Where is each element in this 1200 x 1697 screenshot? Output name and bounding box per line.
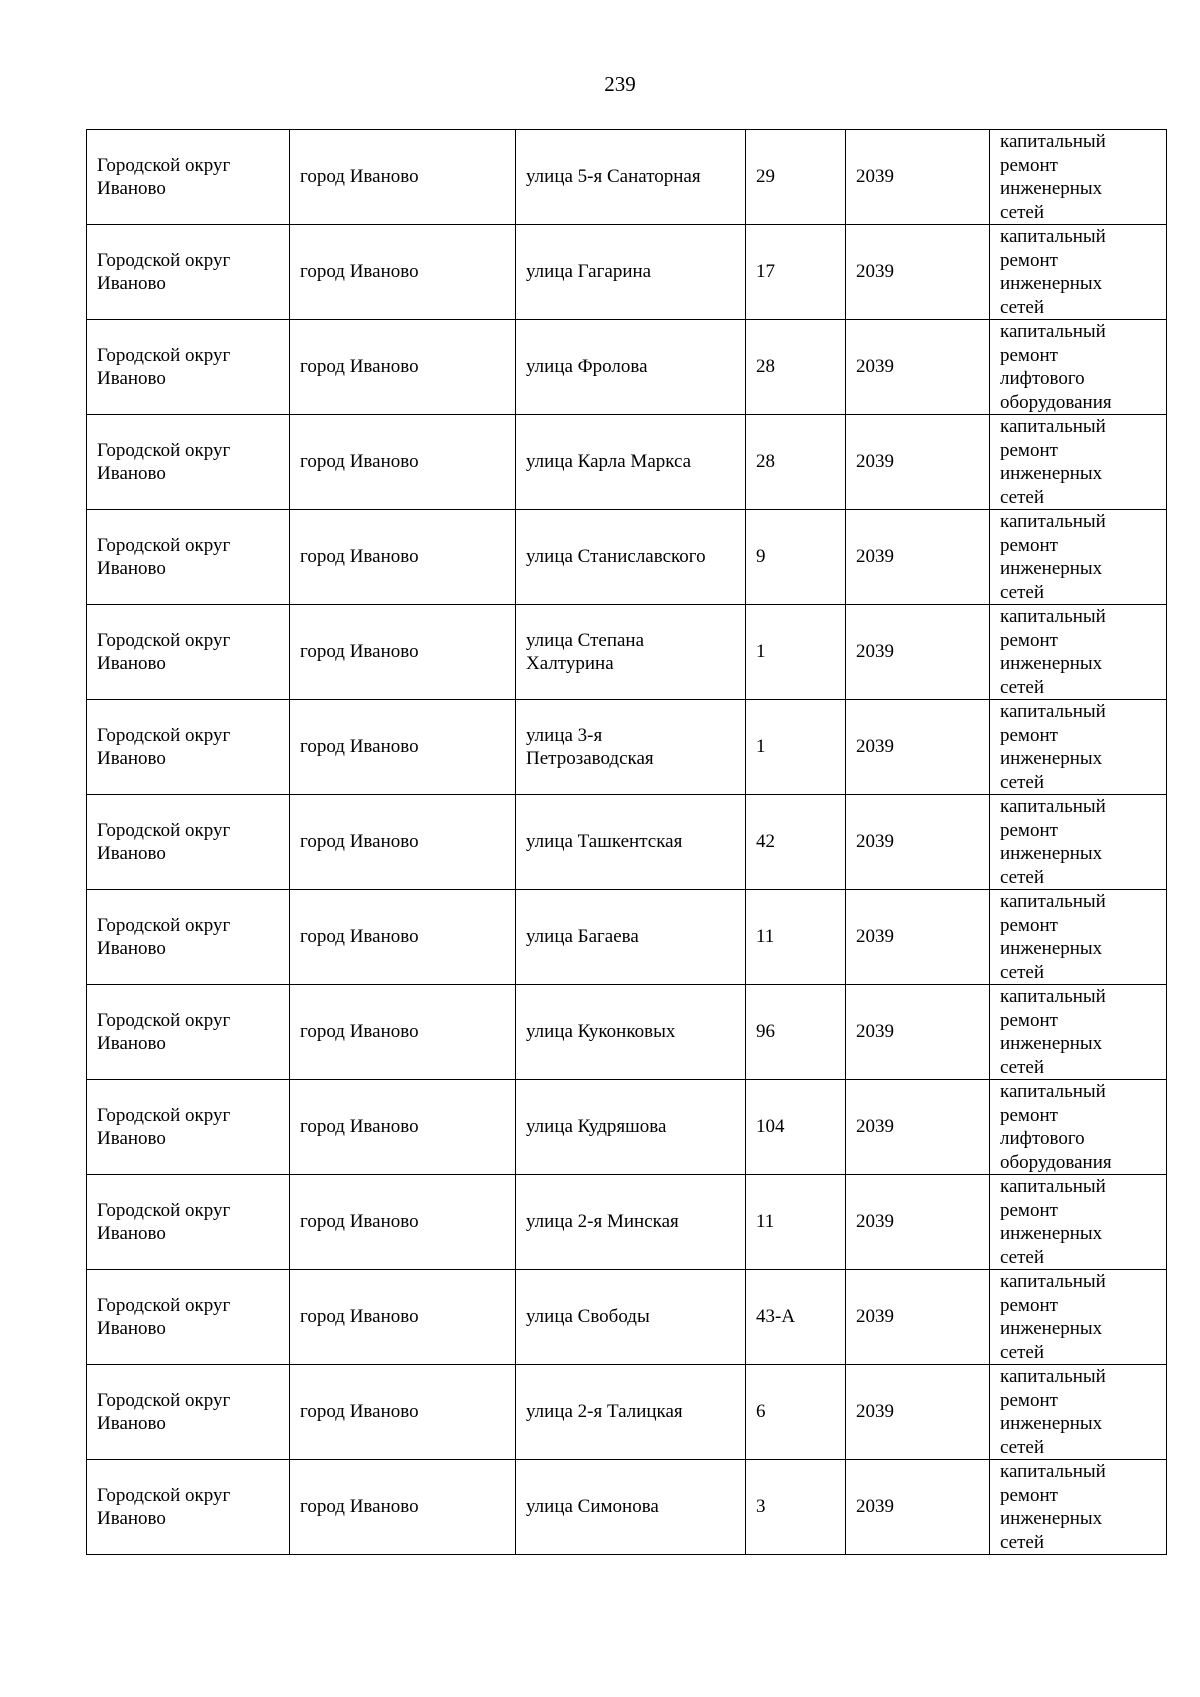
district-cell-line: Городской округ xyxy=(97,344,231,366)
street-cell-line: улица Степана xyxy=(526,629,645,651)
work-type-cell-line: сетей xyxy=(1000,581,1045,603)
work-type-cell-line: инженерных xyxy=(1000,178,1103,199)
table-row xyxy=(87,415,1167,510)
locality-cell xyxy=(290,795,516,890)
district-cell-line: Иваново xyxy=(97,1033,166,1054)
house-number-cell: 9 xyxy=(746,510,846,605)
district-cell xyxy=(87,1460,290,1555)
street-cell-line: улица Ташкентская xyxy=(526,831,683,853)
district-cell-line: Городской округ xyxy=(97,819,231,841)
locality-cell-line: город Иваново xyxy=(300,1306,419,1328)
street-cell-line: улица Станиславского xyxy=(526,546,706,568)
work-type-cell-line: капитальный xyxy=(1000,701,1106,722)
district-cell xyxy=(87,1175,290,1270)
work-type-cell xyxy=(990,1080,1167,1175)
locality-cell-line: город Иваново xyxy=(300,1496,419,1518)
work-type-cell-line: капитальный xyxy=(1000,986,1106,1007)
work-type-cell-line: инженерных xyxy=(1000,748,1103,769)
work-type-cell xyxy=(990,1460,1167,1555)
district-cell-line: Иваново xyxy=(97,653,166,674)
work-type-cell xyxy=(990,415,1167,510)
work-type-cell-line: капитальный xyxy=(1000,891,1106,912)
district-cell xyxy=(87,510,290,605)
work-type-cell-line: ремонт xyxy=(1000,724,1058,746)
district-cell-line: Городской округ xyxy=(97,1294,231,1316)
locality-cell-line: город Иваново xyxy=(300,736,419,758)
repair-schedule-table xyxy=(86,129,1167,1555)
year-cell: 2039 xyxy=(846,1080,990,1175)
work-type-cell xyxy=(990,605,1167,700)
district-cell-line: Городской округ xyxy=(97,439,231,461)
district-cell-line: Иваново xyxy=(97,463,166,484)
district-cell xyxy=(87,605,290,700)
table-row xyxy=(87,890,1167,985)
district-cell xyxy=(87,1270,290,1365)
locality-cell xyxy=(290,130,516,225)
house-number-cell: 3 xyxy=(746,1460,846,1555)
work-type-cell-line: сетей xyxy=(1000,676,1045,698)
locality-cell xyxy=(290,1460,516,1555)
locality-cell-line: город Иваново xyxy=(300,641,419,663)
work-type-cell-line: инженерных xyxy=(1000,558,1103,579)
district-cell-line: Иваново xyxy=(97,1223,166,1244)
work-type-cell xyxy=(990,320,1167,415)
street-cell-line: улица Кудряшова xyxy=(526,1116,667,1138)
locality-cell-line: город Иваново xyxy=(300,451,419,473)
work-type-cell xyxy=(990,890,1167,985)
house-number-cell: 6 xyxy=(746,1365,846,1460)
work-type-cell xyxy=(990,1175,1167,1270)
street-cell-line: улица 2-я Минская xyxy=(526,1211,679,1233)
work-type-cell-line: сетей xyxy=(1000,201,1045,223)
locality-cell-line: город Иваново xyxy=(300,1021,419,1043)
street-cell xyxy=(516,320,746,415)
work-type-cell-line: капитальный xyxy=(1000,1271,1106,1292)
district-cell xyxy=(87,320,290,415)
district-cell-line: Городской округ xyxy=(97,1009,231,1031)
work-type-cell-line: оборудования xyxy=(1000,1151,1112,1173)
street-cell xyxy=(516,890,746,985)
district-cell xyxy=(87,1080,290,1175)
work-type-cell-line: ремонт xyxy=(1000,249,1058,271)
district-cell-line: Городской округ xyxy=(97,1199,231,1221)
house-number-cell: 104 xyxy=(746,1080,846,1175)
street-cell-line: улица Багаева xyxy=(526,926,639,948)
street-cell xyxy=(516,1365,746,1460)
district-cell-line: Иваново xyxy=(97,748,166,769)
district-cell xyxy=(87,795,290,890)
work-type-cell xyxy=(990,985,1167,1080)
locality-cell-line: город Иваново xyxy=(300,546,419,568)
house-number-cell: 28 xyxy=(746,320,846,415)
table-body xyxy=(87,130,1167,1555)
work-type-cell-line: капитальный xyxy=(1000,416,1106,437)
work-type-cell-line: сетей xyxy=(1000,1436,1045,1458)
street-cell-line: улица Куконковых xyxy=(526,1021,676,1043)
district-cell-line: Городской округ xyxy=(97,1484,231,1506)
house-number-cell: 1 xyxy=(746,700,846,795)
work-type-cell-line: капитальный xyxy=(1000,1081,1106,1102)
year-cell: 2039 xyxy=(846,225,990,320)
work-type-cell-line: капитальный xyxy=(1000,796,1106,817)
work-type-cell-line: сетей xyxy=(1000,296,1045,318)
district-cell-line: Городской округ xyxy=(97,914,231,936)
year-cell: 2039 xyxy=(846,890,990,985)
street-cell xyxy=(516,1460,746,1555)
table-row xyxy=(87,225,1167,320)
locality-cell xyxy=(290,700,516,795)
house-number-cell: 43-А xyxy=(746,1270,846,1365)
street-cell-line: Петрозаводская xyxy=(526,748,654,769)
work-type-cell-line: ремонт xyxy=(1000,344,1058,366)
work-type-cell-line: инженерных xyxy=(1000,1318,1103,1339)
table-row xyxy=(87,985,1167,1080)
year-cell: 2039 xyxy=(846,415,990,510)
year-cell: 2039 xyxy=(846,795,990,890)
street-cell xyxy=(516,225,746,320)
table-row xyxy=(87,1365,1167,1460)
work-type-cell-line: ремонт xyxy=(1000,914,1058,936)
district-cell-line: Иваново xyxy=(97,1318,166,1339)
work-type-cell xyxy=(990,130,1167,225)
work-type-cell-line: сетей xyxy=(1000,1056,1045,1078)
work-type-cell-line: сетей xyxy=(1000,771,1045,793)
work-type-cell-line: инженерных xyxy=(1000,273,1103,294)
table-row xyxy=(87,130,1167,225)
work-type-cell-line: ремонт xyxy=(1000,1009,1058,1031)
work-type-cell-line: капитальный xyxy=(1000,511,1106,532)
year-cell: 2039 xyxy=(846,510,990,605)
work-type-cell-line: сетей xyxy=(1000,1341,1045,1363)
year-cell: 2039 xyxy=(846,1460,990,1555)
year-cell: 2039 xyxy=(846,130,990,225)
district-cell xyxy=(87,700,290,795)
house-number-cell: 1 xyxy=(746,605,846,700)
work-type-cell xyxy=(990,700,1167,795)
work-type-cell-line: капитальный xyxy=(1000,1461,1106,1482)
work-type-cell-line: ремонт xyxy=(1000,154,1058,176)
locality-cell xyxy=(290,320,516,415)
district-cell xyxy=(87,130,290,225)
work-type-cell-line: инженерных xyxy=(1000,1033,1103,1054)
locality-cell-line: город Иваново xyxy=(300,926,419,948)
work-type-cell-line: инженерных xyxy=(1000,1508,1103,1529)
street-cell xyxy=(516,415,746,510)
table-row xyxy=(87,510,1167,605)
work-type-cell xyxy=(990,510,1167,605)
locality-cell xyxy=(290,1270,516,1365)
work-type-cell-line: инженерных xyxy=(1000,1223,1103,1244)
work-type-cell-line: инженерных xyxy=(1000,843,1103,864)
locality-cell xyxy=(290,1365,516,1460)
work-type-cell-line: инженерных xyxy=(1000,1413,1103,1434)
table-row xyxy=(87,1270,1167,1365)
locality-cell-line: город Иваново xyxy=(300,1401,419,1423)
work-type-cell-line: оборудования xyxy=(1000,391,1112,413)
locality-cell-line: город Иваново xyxy=(300,261,419,283)
work-type-cell-line: лифтового xyxy=(1000,1128,1085,1149)
work-type-cell-line: сетей xyxy=(1000,1246,1045,1268)
district-cell-line: Иваново xyxy=(97,1508,166,1529)
work-type-cell xyxy=(990,1270,1167,1365)
work-type-cell-line: капитальный xyxy=(1000,1366,1106,1387)
locality-cell xyxy=(290,890,516,985)
work-type-cell-line: ремонт xyxy=(1000,1484,1058,1506)
work-type-cell-line: инженерных xyxy=(1000,463,1103,484)
district-cell-line: Городской округ xyxy=(97,724,231,746)
house-number-cell: 17 xyxy=(746,225,846,320)
district-cell-line: Городской округ xyxy=(97,534,231,556)
house-number-cell: 11 xyxy=(746,890,846,985)
work-type-cell xyxy=(990,225,1167,320)
street-cell-line: улица 5-я Санаторная xyxy=(526,166,701,188)
year-cell: 2039 xyxy=(846,320,990,415)
locality-cell xyxy=(290,605,516,700)
district-cell-line: Иваново xyxy=(97,558,166,579)
work-type-cell-line: ремонт xyxy=(1000,1104,1058,1126)
table-row xyxy=(87,605,1167,700)
street-cell xyxy=(516,795,746,890)
year-cell: 2039 xyxy=(846,700,990,795)
street-cell xyxy=(516,605,746,700)
street-cell-line: Халтурина xyxy=(526,653,614,674)
table-row xyxy=(87,1175,1167,1270)
locality-cell xyxy=(290,415,516,510)
district-cell-line: Иваново xyxy=(97,1413,166,1434)
work-type-cell-line: ремонт xyxy=(1000,1199,1058,1221)
table-row xyxy=(87,700,1167,795)
year-cell: 2039 xyxy=(846,1175,990,1270)
work-type-cell-line: сетей xyxy=(1000,866,1045,888)
street-cell xyxy=(516,130,746,225)
district-cell-line: Городской округ xyxy=(97,629,231,651)
work-type-cell-line: капитальный xyxy=(1000,1176,1106,1197)
district-cell xyxy=(87,890,290,985)
work-type-cell-line: сетей xyxy=(1000,961,1045,983)
work-type-cell xyxy=(990,1365,1167,1460)
year-cell: 2039 xyxy=(846,985,990,1080)
table-row xyxy=(87,795,1167,890)
page-number: 239 xyxy=(604,72,636,96)
district-cell xyxy=(87,985,290,1080)
street-cell xyxy=(516,1175,746,1270)
work-type-cell-line: ремонт xyxy=(1000,819,1058,841)
locality-cell-line: город Иваново xyxy=(300,1116,419,1138)
district-cell-line: Городской округ xyxy=(97,154,231,176)
street-cell-line: улица Симонова xyxy=(526,1496,659,1518)
district-cell-line: Городской округ xyxy=(97,249,231,271)
work-type-cell-line: лифтового xyxy=(1000,368,1085,389)
house-number-cell: 11 xyxy=(746,1175,846,1270)
street-cell-line: улица Гагарина xyxy=(526,261,652,283)
street-cell xyxy=(516,510,746,605)
work-type-cell-line: капитальный xyxy=(1000,226,1106,247)
locality-cell xyxy=(290,510,516,605)
district-cell-line: Городской округ xyxy=(97,1104,231,1126)
table-row xyxy=(87,320,1167,415)
work-type-cell-line: сетей xyxy=(1000,486,1045,508)
locality-cell-line: город Иваново xyxy=(300,356,419,378)
work-type-cell xyxy=(990,795,1167,890)
district-cell-line: Иваново xyxy=(97,938,166,959)
work-type-cell-line: ремонт xyxy=(1000,534,1058,556)
street-cell-line: улица 3-я xyxy=(526,724,603,746)
street-cell-line: улица 2-я Талицкая xyxy=(526,1401,683,1423)
year-cell: 2039 xyxy=(846,605,990,700)
locality-cell-line: город Иваново xyxy=(300,831,419,853)
work-type-cell-line: ремонт xyxy=(1000,1294,1058,1316)
street-cell xyxy=(516,985,746,1080)
street-cell xyxy=(516,1080,746,1175)
locality-cell xyxy=(290,985,516,1080)
house-number-cell: 96 xyxy=(746,985,846,1080)
district-cell-line: Иваново xyxy=(97,273,166,294)
house-number-cell: 28 xyxy=(746,415,846,510)
work-type-cell-line: инженерных xyxy=(1000,653,1103,674)
district-cell xyxy=(87,1365,290,1460)
district-cell-line: Иваново xyxy=(97,368,166,389)
work-type-cell-line: капитальный xyxy=(1000,131,1106,152)
locality-cell xyxy=(290,1175,516,1270)
work-type-cell-line: ремонт xyxy=(1000,1389,1058,1411)
locality-cell-line: город Иваново xyxy=(300,1211,419,1233)
table-row xyxy=(87,1080,1167,1175)
locality-cell xyxy=(290,1080,516,1175)
house-number-cell: 29 xyxy=(746,130,846,225)
district-cell-line: Иваново xyxy=(97,1128,166,1149)
street-cell xyxy=(516,1270,746,1365)
work-type-cell-line: ремонт xyxy=(1000,439,1058,461)
street-cell-line: улица Свободы xyxy=(526,1306,650,1328)
work-type-cell-line: капитальный xyxy=(1000,606,1106,627)
district-cell xyxy=(87,415,290,510)
street-cell xyxy=(516,700,746,795)
year-cell: 2039 xyxy=(846,1365,990,1460)
work-type-cell-line: сетей xyxy=(1000,1531,1045,1553)
work-type-cell-line: ремонт xyxy=(1000,629,1058,651)
locality-cell xyxy=(290,225,516,320)
work-type-cell-line: инженерных xyxy=(1000,938,1103,959)
locality-cell-line: город Иваново xyxy=(300,166,419,188)
street-cell-line: улица Фролова xyxy=(526,356,648,378)
district-cell-line: Иваново xyxy=(97,843,166,864)
street-cell-line: улица Карла Маркса xyxy=(526,451,692,473)
work-type-cell-line: капитальный xyxy=(1000,321,1106,342)
table-row xyxy=(87,1460,1167,1555)
district-cell-line: Городской округ xyxy=(97,1389,231,1411)
district-cell xyxy=(87,225,290,320)
district-cell-line: Иваново xyxy=(97,178,166,199)
year-cell: 2039 xyxy=(846,1270,990,1365)
house-number-cell: 42 xyxy=(746,795,846,890)
